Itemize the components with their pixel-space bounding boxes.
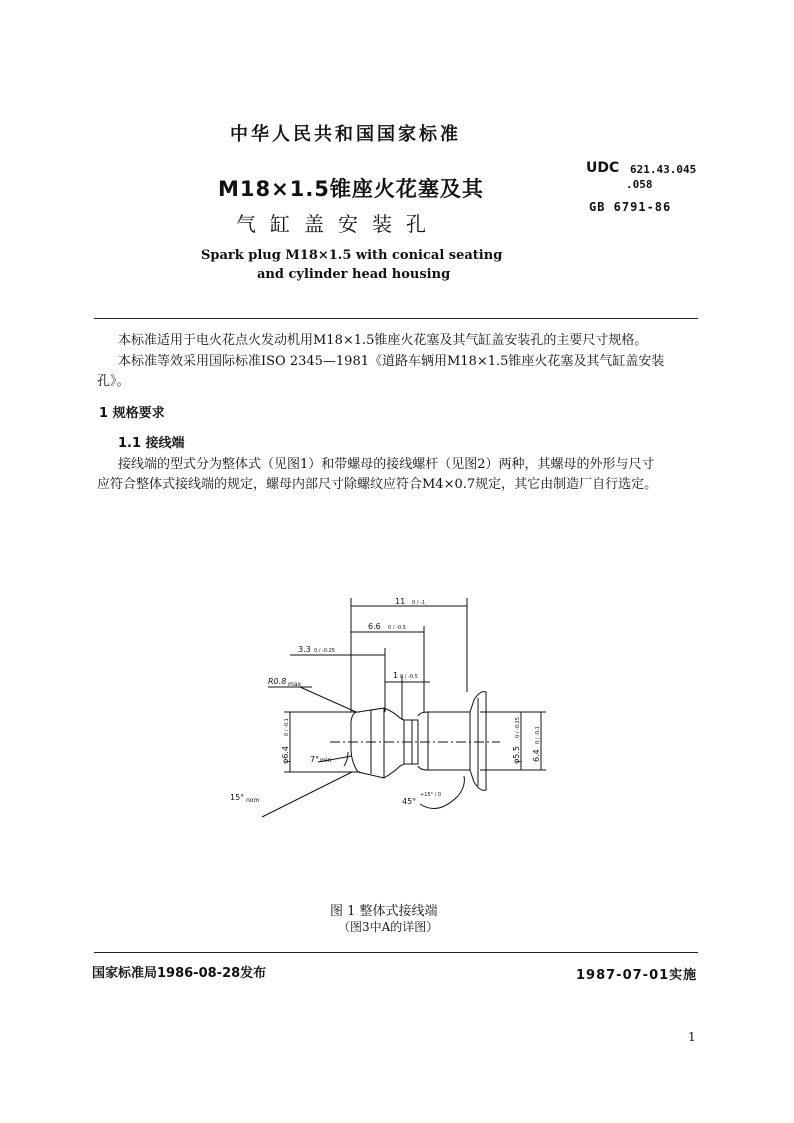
angle-7-label: 7° xyxy=(310,755,320,764)
angle-15-sub-label: nom xyxy=(246,797,260,804)
dim-6-4-right-label: 6.4 xyxy=(532,749,541,762)
gb-number: GB 6791-86 xyxy=(589,200,672,214)
radius-sub-label: max xyxy=(288,681,302,688)
footer-divider xyxy=(94,952,698,953)
publish-date: 国家标准局1986-08-28发布 xyxy=(92,966,267,981)
title-line-2: 气缸盖安装孔 xyxy=(236,212,440,236)
dim-11-label: 11 xyxy=(395,597,406,606)
udc-label: UDC xyxy=(586,160,620,176)
dim-6-6-tol-label: 0 / -0.5 xyxy=(388,625,406,631)
angle-45-label: 45° xyxy=(402,797,417,806)
dim-6-4-right-tol-label: 0 / -0.1 xyxy=(535,726,541,744)
title-line-1: M18×1.5锥座火花塞及其 xyxy=(218,177,484,201)
angle-7-sub-label: min xyxy=(320,757,332,764)
dim-1-label: 1 xyxy=(393,671,399,680)
figure-subcaption: （图3中A的详图） xyxy=(338,920,439,934)
implementation-date: 1987-07-01实施 xyxy=(576,968,698,983)
english-title-line-1: Spark plug M18×1.5 with conical seating xyxy=(201,248,503,263)
paragraph-equivalence: 本标准等效采用国际标准ISO 2345—1981《道路车辆用M18×1.5锥座火花塞及其气缸盖安装 xyxy=(118,354,665,369)
dim-11-tol-label: 0 / -1 xyxy=(412,600,426,606)
paragraph-scope: 本标准适用于电火花点火发动机用M18×1.5锥座火花塞及其气缸盖安装孔的主要尺寸规格。 xyxy=(118,333,648,348)
udc-value-2: .058 xyxy=(626,178,653,191)
section-heading-1-1: 1.1 接线端 xyxy=(118,436,185,451)
angle-15-label: 15° xyxy=(230,793,245,802)
udc-value: 621.43.045 xyxy=(630,163,697,176)
paragraph-terminal-types: 接线端的型式分为整体式（见图1）和带螺母的接线螺杆（见图2）两种，其螺母的外形与尺寸 xyxy=(118,457,655,472)
paragraph-equivalence-cont: 孔》。 xyxy=(97,374,130,389)
dim-1-tol-label: 0 / -0.5 xyxy=(400,674,418,680)
dia-5-5-tol-label: 0 / -0.25 xyxy=(515,717,521,738)
standard-label: 中华人民共和国国家标准 xyxy=(230,124,461,145)
section-heading-1: 1 规格要求 xyxy=(99,406,165,421)
dim-3-3-tol-label: 0 / -0.25 xyxy=(314,648,335,654)
figure-caption: 图 1 整体式接线端 xyxy=(330,904,438,919)
dia-6-4-label: φ6.4 xyxy=(281,746,290,764)
paragraph-terminal-nut: 应符合整体式接线端的规定，螺母内部尺寸除螺纹应符合M4×0.7规定，其它由制造厂自行选定。 xyxy=(97,477,658,492)
page-number: 1 xyxy=(688,1030,696,1044)
dia-5-5-label: φ5.5 xyxy=(512,746,521,764)
angle-45-tol-label: +15° / 0 xyxy=(420,792,442,798)
radius-label: R0.8 xyxy=(268,677,287,686)
dim-6-6-label: 6.6 xyxy=(368,622,381,631)
dia-6-4-tol-label: 0 / -0.1 xyxy=(284,718,290,736)
dim-3-3-label: 3.3 xyxy=(298,645,311,654)
english-title-line-2: and cylinder head housing xyxy=(257,267,451,282)
